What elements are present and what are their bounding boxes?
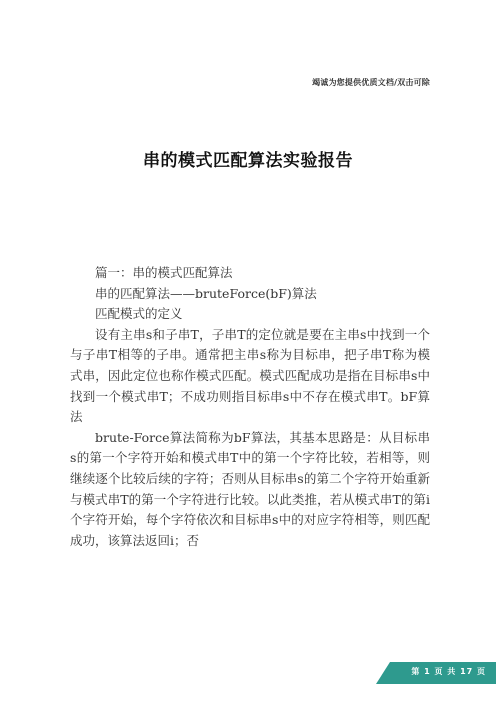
header-note: 竭诚为您提供优质文档/双击可除	[312, 78, 430, 87]
page-number-badge	[376, 662, 496, 684]
document-body	[70, 263, 430, 551]
paragraph: 匹配模式的定义	[95, 306, 183, 322]
paragraph: 设有主串s和子串T，子串T的定位就是要在主串s中找到一个与子串T相等的子串。通常把主串s称为目标串，把子串T称为模式串，因此定位也称作模式匹配。模式匹配成功是指在目标串s中找到一个模式串T；不成功则指目标串s中不存在模式串T。bF算法	[70, 326, 430, 425]
document-title: 串的模式匹配算法实验报告	[143, 151, 353, 171]
paragraph: 篇一：串的模式匹配算法	[95, 265, 233, 280]
paragraph: 串的匹配算法——bruteForce(bF)算法	[95, 285, 317, 301]
page-number-label: 第 1 页 共 17 页	[411, 667, 486, 676]
paragraph: brute-Force算法简称为bF算法，其基本思路是：从目标串s的第一个字符开始和模式串T中的第一个字符比较，若相等，则继续逐个比较后续的字符；否则从目标串s的第二个字符开始重新与模式串T的第一个字符进行比较。以此类推，若从模式串T的第i个字符开始，每个字符依次和目标串s中的对应字符相等，则匹配成功，该算法返回i；否	[70, 429, 430, 548]
